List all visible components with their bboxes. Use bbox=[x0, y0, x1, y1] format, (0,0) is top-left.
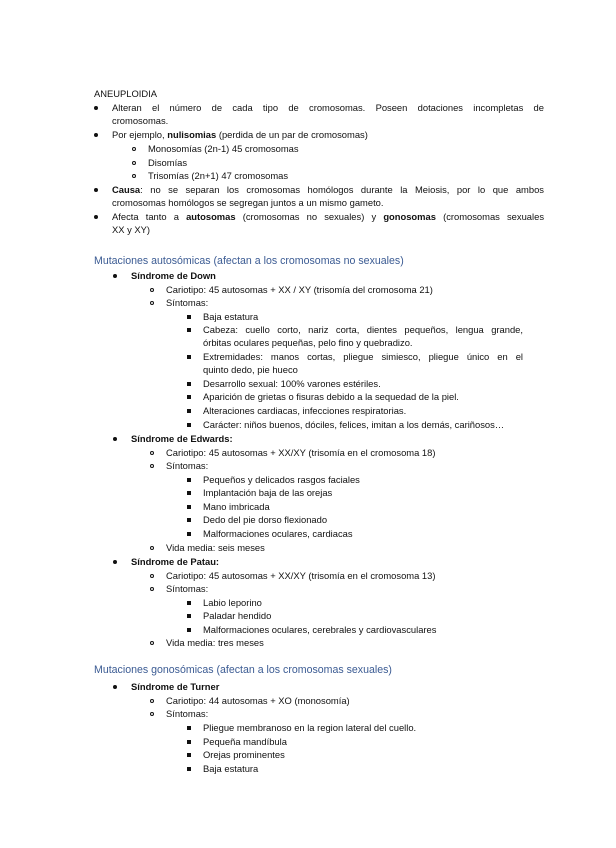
intro-item-3-line-1: Causa: no se separan los cromosomas homólogos durante la Meiosis, por lo que ambos bbox=[112, 184, 544, 195]
document-title: ANEUPLOIDIA bbox=[94, 88, 158, 99]
intro-item-1-line-2: cromosomas. bbox=[112, 115, 169, 126]
sub-bullet bbox=[150, 699, 154, 703]
syndrome-down-title: Síndrome de Down bbox=[131, 270, 216, 281]
sub-bullet bbox=[132, 174, 136, 178]
intro-sub-3: Trisomías (2n+1) 47 cromosomas bbox=[148, 170, 289, 181]
sub-bullet bbox=[132, 147, 136, 151]
square-bullet bbox=[187, 740, 191, 744]
square-bullet bbox=[187, 726, 191, 730]
intro-sub-1: Monosomías (2n-1) 45 cromosomas bbox=[148, 143, 299, 154]
bullet bbox=[113, 685, 117, 689]
turner-symptom-2: Pequeña mandíbula bbox=[203, 736, 287, 747]
sub-bullet bbox=[150, 712, 154, 716]
section-heading-autosomal: Mutaciones autosómicas (afectan a los cromosomas no sexuales) bbox=[94, 255, 404, 267]
down-symptom-7: Carácter: niños buenos, dóciles, felices, imitan a los demás, cariñosos… bbox=[203, 419, 505, 430]
edwards-symptom-2: Implantación baja de las orejas bbox=[203, 487, 333, 498]
patau-symptoms-label: Síntomas: bbox=[166, 583, 209, 594]
intro-item-1-line-1: Alteran el número de cada tipo de cromosomas. Poseen dotaciones incompletas de bbox=[112, 102, 544, 113]
intro-item-4-line-2: XX y XY) bbox=[112, 224, 151, 235]
square-bullet bbox=[187, 532, 191, 536]
square-bullet bbox=[187, 409, 191, 413]
turner-karyotype: Cariotipo: 44 autosomas + XO (monosomía) bbox=[166, 695, 350, 706]
down-symptom-6: Alteraciones cardiacas, infecciones respiratorias. bbox=[203, 405, 407, 416]
sub-bullet bbox=[132, 161, 136, 165]
square-bullet bbox=[187, 478, 191, 482]
down-symptom-2-line-1: Cabeza: cuello corto, nariz corta, dientes pequeños, lengua grande, bbox=[203, 324, 523, 335]
down-symptom-3-line-2: quinto dedo, pie hueco bbox=[203, 364, 298, 375]
edwards-karyotype: Cariotipo: 45 autosomas + XX/XY (trisomía en el cromosoma 18) bbox=[166, 447, 436, 458]
square-bullet bbox=[187, 315, 191, 319]
square-bullet bbox=[187, 753, 191, 757]
square-bullet bbox=[187, 382, 191, 386]
patau-life-expectancy: Vida media: tres meses bbox=[166, 637, 264, 648]
down-karyotype: Cariotipo: 45 autosomas + XX / XY (trisomía del cromosoma 21) bbox=[166, 284, 433, 295]
patau-karyotype: Cariotipo: 45 autosomas + XX/XY (trisomía en el cromosoma 13) bbox=[166, 570, 436, 581]
down-symptoms-label: Síntomas: bbox=[166, 297, 209, 308]
section-heading-gonosomal: Mutaciones gonosómicas (afectan a los cromosomas sexuales) bbox=[94, 664, 392, 676]
intro-item-3-line-2: cromosomas homólogos se segregan juntos a un mismo gameto. bbox=[112, 197, 384, 208]
edwards-symptoms-label: Síntomas: bbox=[166, 460, 209, 471]
turner-symptom-4: Baja estatura bbox=[203, 763, 259, 774]
patau-symptom-1: Labio leporino bbox=[203, 597, 262, 608]
syndrome-edwards-title: Síndrome de Edwards: bbox=[131, 433, 233, 444]
edwards-symptom-5: Malformaciones oculares, cardiacas bbox=[203, 528, 353, 539]
bullet bbox=[113, 437, 117, 441]
edwards-life-expectancy: Vida media: seis meses bbox=[166, 542, 265, 553]
syndrome-patau-title: Síndrome de Patau: bbox=[131, 556, 220, 567]
square-bullet bbox=[187, 491, 191, 495]
square-bullet bbox=[187, 601, 191, 605]
square-bullet bbox=[187, 518, 191, 522]
sub-bullet bbox=[150, 641, 154, 645]
down-symptom-3-line-1: Extremidades: manos cortas, pliegue simiesco, pliegue único en el bbox=[203, 351, 523, 362]
square-bullet bbox=[187, 355, 191, 359]
bullet bbox=[94, 106, 98, 110]
square-bullet bbox=[187, 767, 191, 771]
bullet bbox=[94, 188, 98, 192]
turner-symptoms-label: Síntomas: bbox=[166, 708, 209, 719]
turner-symptom-3: Orejas prominentes bbox=[203, 749, 285, 760]
bullet bbox=[94, 215, 98, 219]
down-symptom-5: Aparición de grietas o fisuras debido a la sequedad de la piel. bbox=[203, 391, 459, 402]
down-symptom-2-line-2: órbitas oculares pequeñas, pelo fino y quebradizo. bbox=[203, 337, 413, 348]
down-symptom-1: Baja estatura bbox=[203, 311, 259, 322]
edwards-symptom-1: Pequeños y delicados rasgos faciales bbox=[203, 474, 360, 485]
square-bullet bbox=[187, 505, 191, 509]
intro-item-2: Por ejemplo, nulisomias (perdida de un par de cromosomas) bbox=[112, 129, 368, 140]
sub-bullet bbox=[150, 451, 154, 455]
sub-bullet bbox=[150, 288, 154, 292]
edwards-symptom-4: Dedo del pie dorso flexionado bbox=[203, 514, 328, 525]
down-symptom-4: Desarrollo sexual: 100% varones estériles. bbox=[203, 378, 381, 389]
intro-sub-2: Disomías bbox=[148, 157, 188, 168]
bullet bbox=[113, 560, 117, 564]
sub-bullet bbox=[150, 546, 154, 550]
sub-bullet bbox=[150, 301, 154, 305]
sub-bullet bbox=[150, 587, 154, 591]
square-bullet bbox=[187, 395, 191, 399]
intro-item-4-line-1: Afecta tanto a autosomas (cromosomas no sexuales) y gonosomas (cromosomas sexuales bbox=[112, 211, 545, 222]
square-bullet bbox=[187, 423, 191, 427]
patau-symptom-3: Malformaciones oculares, cerebrales y cardiovasculares bbox=[203, 624, 437, 635]
sub-bullet bbox=[150, 464, 154, 468]
patau-symptom-2: Paladar hendido bbox=[203, 610, 272, 621]
square-bullet bbox=[187, 628, 191, 632]
square-bullet bbox=[187, 614, 191, 618]
bullet bbox=[94, 133, 98, 137]
square-bullet bbox=[187, 328, 191, 332]
edwards-symptom-3: Mano imbricada bbox=[203, 501, 270, 512]
bullet bbox=[113, 274, 117, 278]
syndrome-turner-title: Síndrome de Turner bbox=[131, 681, 220, 692]
turner-symptom-1: Pliegue membranoso en la region lateral del cuello. bbox=[203, 722, 417, 733]
sub-bullet bbox=[150, 574, 154, 578]
